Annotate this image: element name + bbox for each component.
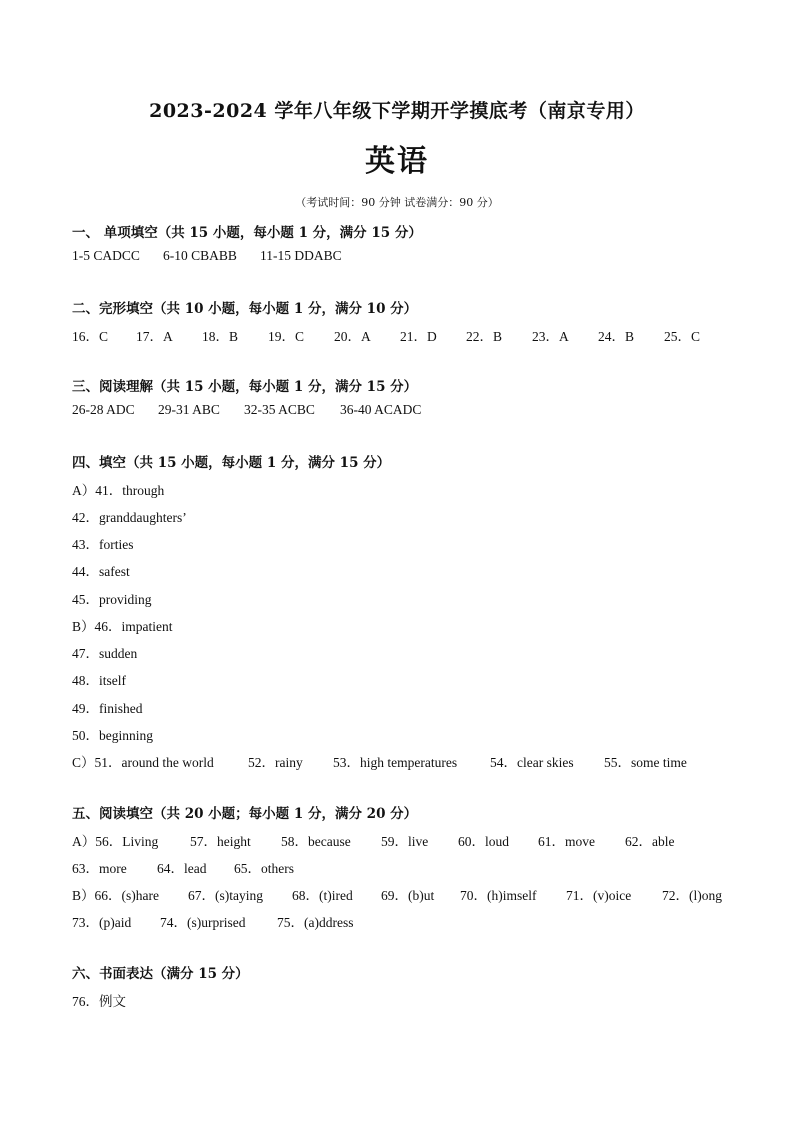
answer-group: 26-28 ADC xyxy=(72,402,135,417)
answer-item: 67．(s)taying xyxy=(188,888,263,903)
answer-item: 60．loud xyxy=(458,834,510,849)
answer-line: A）41．through xyxy=(72,483,165,498)
answer-item: 16．C xyxy=(72,329,109,344)
answer-item: 57．height xyxy=(190,834,251,849)
section-1-heading: 一、 单项填空（共 15 小题，每小题 1 分，满分 15 分） xyxy=(72,225,422,241)
section-4-heading: 四、填空（共 15 小题，每小题 1 分，满分 15 分） xyxy=(72,455,391,471)
answer-item: A）56．Living xyxy=(72,834,159,849)
answer-item: 73．(p)aid xyxy=(72,915,132,930)
answer-item: 17．A xyxy=(136,329,173,344)
answer-item: 53．high temperatures xyxy=(333,755,458,770)
answer-item: 18．B xyxy=(202,329,239,344)
answer-line: 47．sudden xyxy=(72,646,138,661)
exam-info: （考试时间：90 分钟 试卷满分：90 分） xyxy=(295,196,499,209)
answer-item: 58．because xyxy=(281,834,351,849)
answer-item: 21．D xyxy=(400,329,437,344)
answer-item: 65．others xyxy=(234,861,294,876)
answer-item: 72．(l)ong xyxy=(662,888,722,903)
answer-item: 23．A xyxy=(532,329,569,344)
answer-item: B）66．(s)hare xyxy=(72,888,159,903)
answer-group: 1-5 CADCC xyxy=(72,248,140,263)
section-3-heading: 三、阅读理解（共 15 小题，每小题 1 分，满分 15 分） xyxy=(72,379,418,395)
answer-line: 76．例文 xyxy=(72,994,126,1009)
answer-group: 29-31 ABC xyxy=(158,402,220,417)
answer-group: 36-40 ACADC xyxy=(340,402,422,417)
answer-item: 63．more xyxy=(72,861,127,876)
answer-item: 19．C xyxy=(268,329,305,344)
answer-line: 44．safest xyxy=(72,564,130,579)
answer-group: 6-10 CBABB xyxy=(163,248,237,263)
answer-line: 48．itself xyxy=(72,673,126,688)
answer-item: 54．clear skies xyxy=(490,755,574,770)
answer-line: 49．finished xyxy=(72,701,143,716)
answer-line: 43．forties xyxy=(72,537,134,552)
page-title: 2023-2024 学年八年级下学期开学摸底考（南京专用） xyxy=(149,100,645,122)
answer-item: 20．A xyxy=(334,329,371,344)
answer-item: 22．B xyxy=(466,329,503,344)
answer-line: B）46．impatient xyxy=(72,619,173,634)
answer-item: 68．(t)ired xyxy=(292,888,353,903)
answer-item: 74．(s)urprised xyxy=(160,915,246,930)
answer-item: C）51．around the world xyxy=(72,755,214,770)
answer-item: 64．lead xyxy=(157,861,207,876)
answer-line: 50．beginning xyxy=(72,728,153,743)
answer-item: 69．(b)ut xyxy=(381,888,435,903)
answer-line: 42．granddaughters’ xyxy=(72,510,187,525)
section-2-heading: 二、完形填空（共 10 小题，每小题 1 分，满分 10 分） xyxy=(72,301,418,317)
answer-item: 75．(a)ddress xyxy=(277,915,354,930)
answer-item: 52．rainy xyxy=(248,755,303,770)
answer-item: 25．C xyxy=(664,329,701,344)
section-5-heading: 五、阅读填空（共 20 小题；每小题 1 分，满分 20 分） xyxy=(72,806,418,822)
answer-group: 32-35 ACBC xyxy=(244,402,315,417)
answer-item: 62．able xyxy=(625,834,675,849)
answer-item: 71．(v)oice xyxy=(566,888,632,903)
answer-item: 61．move xyxy=(538,834,595,849)
section-6-heading: 六、书面表达（满分 15 分） xyxy=(72,966,249,982)
answer-item: 24．B xyxy=(598,329,635,344)
answer-item: 70．(h)imself xyxy=(460,888,537,903)
answer-item: 55．some time xyxy=(604,755,687,770)
answer-group: 11-15 DDABC xyxy=(260,248,342,263)
answer-line: 45．providing xyxy=(72,592,152,607)
subject-title: 英语 xyxy=(365,144,429,179)
answer-item: 59．live xyxy=(381,834,429,849)
